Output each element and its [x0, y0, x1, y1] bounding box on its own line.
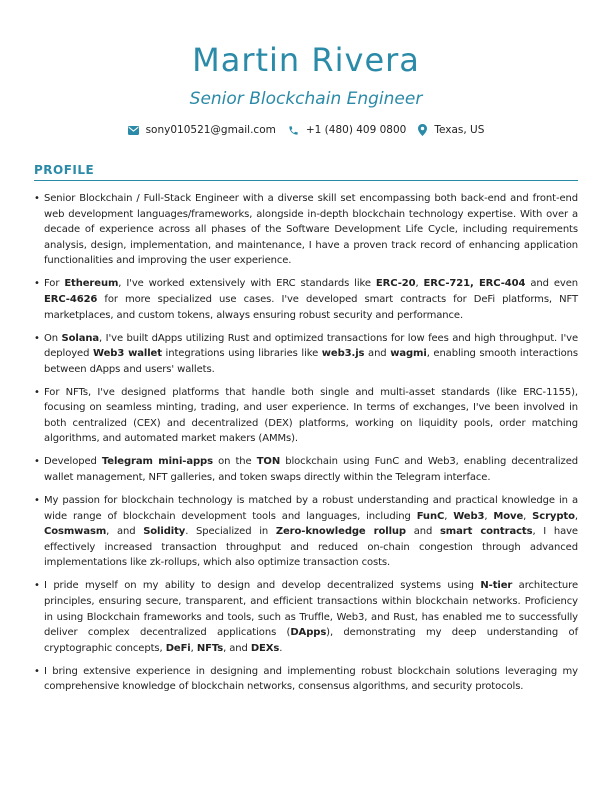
- profile-keyword: N-tier: [480, 580, 513, 592]
- contact-bar: [0, 122, 612, 138]
- profile-keyword: Scrypto: [532, 510, 575, 522]
- profile-keyword: TON: [256, 456, 281, 468]
- profile-text: and: [364, 348, 391, 360]
- profile-text: and even: [525, 278, 578, 290]
- location-text: Texas, US: [434, 124, 485, 136]
- profile-text: architecture principles, ensuring secure, transparent, and efficient transactions within blockchain networks. Proficiency in using Blockchain frameworks and tools, such as Truffle, Web3, and Rust, has enabled me to successfully deliver complex decentralized applications (: [44, 580, 578, 639]
- profile-item: [34, 191, 578, 269]
- profile-keyword: NFTs: [196, 642, 224, 654]
- profile-keyword: wagmi: [390, 348, 427, 360]
- contact-phone[interactable]: [288, 122, 407, 138]
- profile-keyword: FunC: [416, 510, 445, 522]
- profile-text: ,: [574, 510, 578, 522]
- profile-text: on the: [212, 456, 257, 468]
- profile-text: and: [405, 526, 440, 538]
- profile-item: [34, 385, 578, 447]
- profile-keyword: DeFi: [165, 642, 191, 654]
- profile-keyword: ERC-4626: [44, 293, 98, 305]
- profile-text: Senior Blockchain / Full-Stack Engineer with a diverse skill set encompassing both back-end and front-end web development languages/frameworks, alongside in-depth blockchain technology expertise. With over a decade of experience across all phases of the Software Development Life Cycle, including requirements analysis, design, implementation, and maintenance, I have a proven track record of enhancing application functionalities and improving the user experience.: [44, 193, 578, 267]
- profile-keyword: smart contracts: [439, 526, 533, 538]
- profile-text: for more specialized use cases. I've developed smart contracts for DeFi platforms, NFT marketplaces, and custom tokens, always ensuring robust security and performance.: [44, 293, 578, 321]
- phone-text: +1 (480) 409 0800: [305, 124, 407, 136]
- profile-text: I pride myself on my ability to design and develop decentralized systems using: [44, 580, 481, 592]
- profile-text: For: [44, 278, 65, 290]
- profile-text: I bring extensive experience in designing and implementing robust blockchain solutions leveraging my comprehensive knowledge of blockchain networks, consensus algorithms, and security protocols.: [44, 665, 578, 693]
- profile-item: [34, 664, 578, 695]
- profile-text: My passion for blockchain technology is matched by a robust understanding and practical knowledge in a wide range of blockchain development tools and languages, including: [44, 495, 578, 522]
- profile-text: integrations using libraries like: [161, 348, 322, 360]
- profile-text: , and: [106, 526, 144, 538]
- phone-icon: [288, 125, 299, 136]
- profile-text: , and: [223, 642, 251, 654]
- profile-text: ), demonstrating my deep understanding of cryptographic concepts,: [44, 627, 578, 654]
- profile-text: blockchain using FunC and Web3, enabling decentralized wallet management, NFT galleries, and token swaps directly within the Telegram interface.: [44, 456, 578, 484]
- profile-keyword: Ethereum: [64, 278, 119, 290]
- profile-keyword: web3.js: [321, 348, 365, 360]
- profile-item: [34, 493, 578, 571]
- profile-keyword: Cosmwasm: [44, 526, 107, 538]
- contact-email[interactable]: [128, 122, 276, 138]
- profile-text: .: [279, 642, 283, 654]
- profile-text: ,: [444, 510, 454, 522]
- profile-item: [34, 331, 578, 378]
- profile-keyword: Web3: [453, 510, 485, 522]
- profile-keyword: Solidity: [143, 526, 186, 538]
- profile-text: ,: [190, 642, 197, 654]
- profile-keyword: Solana: [61, 332, 100, 344]
- candidate-name: Martin Rivera: [192, 41, 420, 79]
- profile-keyword: ERC-20: [375, 278, 416, 290]
- profile-item: [34, 454, 578, 485]
- profile-keyword: DApps: [290, 627, 327, 639]
- profile-item: [34, 578, 578, 656]
- profile-text: For NFTs, I've designed platforms that handle both single and multi-asset standards (like ERC-1155), focusing on seamless minting, trading, and user experience. In terms of exchanges, I've been involved in both centralized (CEX) and decentralized (DEX) platforms, working on liquidity pools, order matching algorithms, and automated market makers (AMMs).: [44, 386, 578, 445]
- profile-text: Developed: [44, 456, 102, 468]
- envelope-icon: [128, 126, 139, 135]
- job-title: Senior Blockchain Engineer: [189, 89, 423, 109]
- profile-text: , I've built dApps utilizing Rust and optimized transactions for low fees and high throughput. I've deployed: [44, 332, 579, 360]
- profile-keyword: Telegram mini-apps: [101, 456, 213, 468]
- map-pin-icon: [418, 124, 427, 136]
- profile-text: On: [44, 332, 62, 344]
- profile-text: ,: [415, 278, 424, 290]
- profile-keyword: ERC-721, ERC-404: [423, 278, 526, 290]
- profile-text: . Specialized in: [185, 526, 276, 538]
- profile-keyword: Zero-knowledge rollup: [275, 526, 406, 538]
- profile-keyword: Move: [493, 510, 524, 522]
- profile-text: , enabling smooth interactions between dApps and users' wallets.: [44, 348, 579, 375]
- profile-item: [34, 276, 578, 323]
- contact-location: [418, 122, 484, 138]
- profile-text: ,: [523, 510, 533, 522]
- profile-list: [34, 191, 578, 702]
- profile-heading: PROFILE: [34, 163, 578, 181]
- profile-text: , I've worked extensively with ERC standards like: [118, 278, 376, 290]
- profile-text: , I have effectively increased transaction throughput and reduced on-chain congestion through advanced implementations like zk-rollups, which also optimize transaction costs.: [44, 526, 578, 569]
- email-text: sony010521@gmail.com: [145, 124, 276, 136]
- profile-keyword: DEXs: [250, 642, 280, 654]
- profile-text: ,: [484, 510, 494, 522]
- profile-keyword: Web3 wallet: [93, 348, 162, 360]
